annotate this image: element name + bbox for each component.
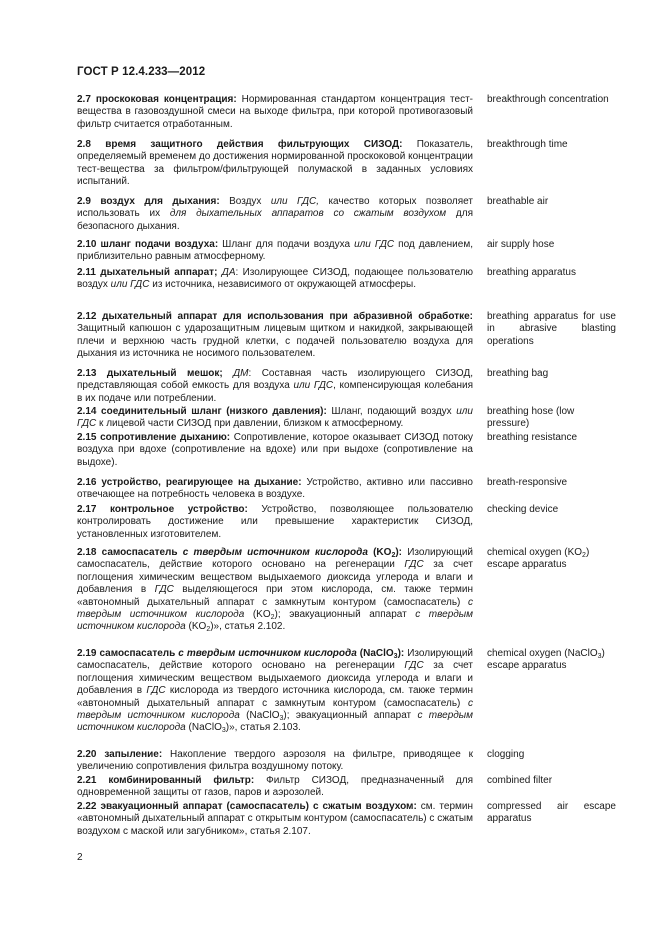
text-run: ГДС — [404, 660, 424, 672]
term-definition — [77, 139, 473, 189]
term-english: clogging — [487, 749, 525, 760]
document-header: ГОСТ Р 12.4.233—2012 — [77, 66, 206, 78]
text-run: с твердым источником кислорода — [77, 710, 473, 734]
text-run: или ГДС — [110, 279, 150, 291]
term-definition — [77, 547, 473, 634]
text-run: : Составная часть изолирующего СИЗОД, представляющая собой емкость для воздуха — [77, 368, 473, 392]
term-english: checking device — [487, 504, 559, 515]
text-run: с твердым источником кислорода — [178, 648, 357, 659]
term-english: chemical oxygen (NaClO$_3$) escape apparatus — [487, 648, 605, 672]
text-run: Шланг, подающий воздух — [326, 406, 457, 417]
term-english: breathing apparatus — [487, 267, 576, 278]
text-run: из источника, независимого от окружающей атмосферы. — [149, 279, 416, 291]
text-run: Устройство, позволяющее пользователю контролировать достижение или превышение характеристик СИЗОД, установленных изготовителем. — [77, 504, 473, 540]
term-definition — [77, 267, 473, 292]
text-run: 2.20 — [77, 749, 105, 760]
term-title: устройство, реагирующее на дыхание: — [101, 477, 302, 488]
text-run: или ГДС — [354, 239, 395, 250]
term-title: время защитного действия фильтрующих СИЗОД: — [105, 139, 403, 150]
text-run: (NaClO — [239, 710, 280, 722]
text-run: или ГДС, — [270, 196, 320, 207]
term-definition — [77, 504, 473, 541]
text-run: Фильтр СИЗОД, предназначенный для одновременной защиты от газов, паров и аэрозолей. — [77, 775, 473, 799]
term-title: дыхательный аппарат для использования при абразивной обработке: — [102, 311, 473, 322]
text-run: 2.16 — [77, 477, 102, 488]
text-run: см. термин «автономный дыхательный аппарат с открытым контуром (самоспасатель) с сжатым воздухом с маской или загубником», статья 2.107. — [77, 801, 473, 837]
term-definition — [77, 432, 473, 469]
text-run: с твердым источником кислорода — [77, 697, 473, 722]
text-run: 2.10 — [77, 239, 101, 250]
text-run: Воздух — [219, 196, 271, 207]
text-run: или ГДС — [77, 406, 473, 430]
text-run: 2.15 — [77, 432, 101, 443]
term-title: самоспасатель — [99, 648, 179, 659]
text-run: к лицевой части СИЗОД при давлении, близком к атмосферному. — [96, 418, 404, 430]
text-run: 2.14 — [77, 406, 102, 417]
text-run: ГДС — [404, 559, 424, 571]
term-title: проскоковая концентрация: — [95, 94, 237, 105]
text-run: 2.18 — [77, 547, 102, 558]
term-english: breakthrough time — [487, 139, 568, 150]
text-run: 2.13 — [77, 368, 107, 379]
text-run: (KO — [367, 547, 392, 558]
term-english: breathing bag — [487, 368, 549, 379]
text-run: для безопасного дыхания. — [77, 208, 473, 232]
text-run: 2.9 — [77, 196, 101, 207]
term-title: дыхательный аппарат; — [100, 267, 218, 278]
text-run: с твердым источником кислорода — [77, 596, 473, 621]
term-title: эвакуационный аппарат (самоспасатель) с сжатым воздухом: — [100, 801, 417, 812]
text-run: 3 — [393, 653, 398, 660]
page-number: 2 — [77, 852, 83, 863]
text-run: под давлением, приблизительно равным атмосферному. — [77, 239, 473, 263]
text-run: Нормированная стандартом концентрация тест-вещества в газовоздушной смеси на выходе фильтра, при которой противогазовый фильтр считается отработанным. — [77, 94, 473, 130]
text-run: , компенсирующая колебания в их подаче или потреблении. — [77, 380, 473, 404]
term-definition — [77, 239, 473, 264]
text-run: с твердым источником кислорода — [77, 609, 474, 633]
text-run: или ГДС — [293, 380, 334, 392]
text-run: )», статья 2.102. — [210, 621, 286, 633]
term-definition — [77, 406, 473, 431]
text-run: Шланг для подачи воздуха — [218, 239, 355, 250]
text-run: 2.11 — [77, 267, 101, 278]
term-title: самоспасатель — [101, 547, 183, 558]
text-run: 2.21 — [77, 775, 109, 786]
text-run: ГДС — [154, 584, 174, 596]
text-run: (KO — [244, 609, 271, 621]
term-title: контрольное устройство: — [110, 504, 248, 515]
text-run: ДА — [221, 267, 236, 278]
term-definition — [77, 648, 473, 735]
term-english: combined filter — [487, 775, 553, 786]
term-title: соединительный шланг (низкого давления): — [101, 406, 327, 417]
term-definition — [77, 477, 473, 502]
term-title: комбинированный фильтр: — [108, 775, 255, 786]
text-run: Показатель, определяемый временем до достижения нормированной проскоковой концентрации тест-вещества за фильтром/фильтрующей полумаской в заданных условиях испытаний. — [77, 139, 473, 188]
text-run: выделяющегося при этом кислорода, см. также термин «автономный дыхательный аппарат с замкнутым контуром (самоспасатель) — [77, 584, 474, 608]
text-run: Защитный капюшон с ударозащитным лицевым щитком и накидкой, закрывающей плечи и верхнюю часть грудной клетки, с подачей пользователю воздуха для дыхания из источника не носимого пользователем. — [77, 323, 473, 360]
text-run: ГДС — [146, 685, 166, 697]
text-run: 2 — [206, 626, 211, 634]
term-title: запыление: — [104, 749, 163, 760]
text-run: (NaClO — [185, 722, 222, 734]
term-english: compressed air escape apparatus — [487, 801, 616, 825]
term-title: сопротивление дыханию: — [100, 432, 231, 443]
text-run: ДМ — [233, 368, 249, 379]
text-run: Изолирующий самоспасатель, действие которого основано на регенерации — [77, 648, 474, 672]
text-run: Накопление твердого аэрозоля на фильтре, приводящее к увеличению сопротивления фильтра воздушному потоку. — [77, 749, 474, 773]
text-run: (KO — [185, 621, 207, 633]
term-definition — [77, 368, 473, 405]
text-run: 2.12 — [77, 311, 103, 322]
text-run: (NaClO — [356, 648, 394, 659]
term-title: воздух для дыхания: — [100, 196, 220, 207]
term-definition — [77, 749, 473, 774]
text-run: ): — [397, 648, 405, 659]
term-title: шланг подачи воздуха: — [100, 239, 219, 250]
term-definition — [77, 94, 473, 131]
term-english: breathing resistance — [487, 432, 578, 443]
text-run: для дыхательных аппаратов со сжатым воздухом — [169, 208, 447, 220]
term-title: дыхательный мешок; — [106, 368, 223, 379]
term-definition — [77, 311, 473, 361]
term-definition — [77, 801, 473, 838]
text-run: Изолирующий самоспасатель, действие которого основано на регенерации — [77, 547, 473, 571]
text-run: ); эвакуационный аппарат — [283, 710, 418, 722]
term-definition — [77, 196, 473, 233]
term-english: breathing hose (low pressure) — [487, 406, 575, 430]
text-run: ); эвакуационный аппарат — [274, 609, 416, 621]
text-run: качество которых позволяет использовать их — [77, 196, 473, 220]
text-run: : Изолирующее СИЗОД, подающее пользователю воздух — [77, 267, 474, 291]
text-run: за счет поглощения химическим веществом выдыхаемого диоксида углерода и влаги и добавления в — [77, 559, 473, 596]
text-run: 3 — [279, 715, 284, 723]
text-run: 2.22 — [77, 801, 101, 812]
text-run: 2 — [270, 614, 275, 622]
text-run: 3 — [221, 727, 226, 735]
term-english: chemical oxygen $(KO_2)$ escape apparatus — [487, 547, 590, 571]
text-run: за счет поглощения химическим веществом выдыхаемого диоксида углерода и влаги и добавления в — [77, 660, 473, 697]
text-run: ): — [395, 547, 403, 558]
term-english: breathable air — [487, 196, 549, 207]
text-run: 2.7 — [77, 94, 96, 105]
text-run — [223, 368, 233, 379]
term-english: air supply hose — [487, 239, 555, 250]
text-run: с твердым источником кислорода — [182, 547, 368, 558]
term-definition — [77, 775, 473, 800]
text-run: 2.19 — [77, 648, 100, 659]
text-run: Сопротивление, которое оказывает СИЗОД потоку воздуха при вдохе (сопротивление на вдохе) или при выдохе (сопротивление на выдохе). — [77, 432, 473, 468]
term-english: breakthrough concentration — [487, 94, 609, 105]
term-english: breathing apparatus for use in abrasive blasting operations — [487, 311, 616, 347]
text-run: 2.17 — [77, 504, 111, 515]
text-run: 2 — [391, 552, 396, 559]
text-run: )», статья 2.103. — [225, 722, 301, 734]
term-english: breath-responsive — [487, 477, 568, 488]
text-run: 2.8 — [77, 139, 106, 150]
text-run: Устройство, активно или пассивно отвечающее на потребность человека в воздухе. — [77, 477, 473, 501]
text-run: кислорода из твердого источника кислорода, см. также термин «автономный дыхательный аппарат с замкнутым контуром (самоспасатель) — [77, 685, 474, 709]
